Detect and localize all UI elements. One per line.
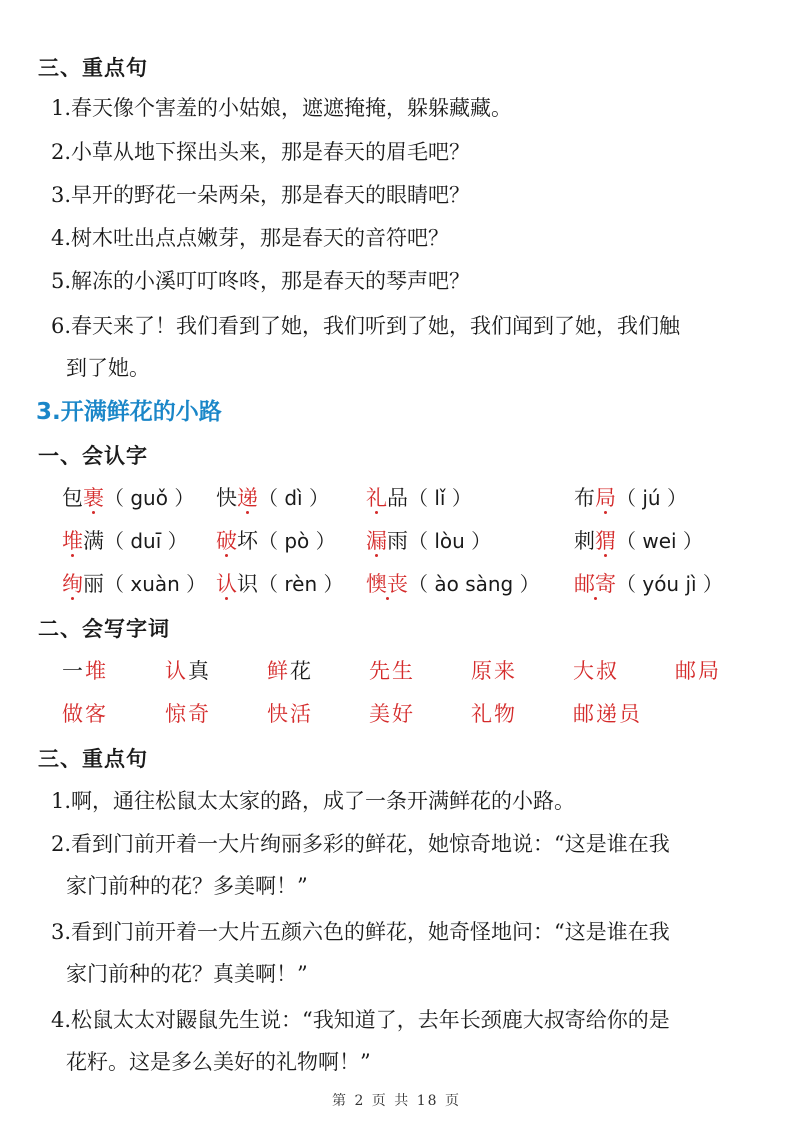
char-item: 绚丽（ xuàn ）: [62, 572, 207, 596]
sentence-top-4: 4.树木吐出点点嫩芽，那是春天的音符吧？: [51, 226, 450, 250]
sentence-top-5: 5.解冻的小溪叮叮咚咚，那是春天的琴声吧？: [51, 269, 471, 293]
sentence-lesson-2: 2.看到门前开着一大片绚丽多彩的鲜花，她惊奇地说：“这是谁在我 家门前种的花？多美啊！”: [51, 832, 670, 898]
sentence-top-2: 2.小草从地下探出头来，那是春天的眉毛吧？: [51, 140, 471, 164]
char-item: 认识（ rèn ）: [216, 572, 344, 596]
word-item: 邮递员: [573, 702, 642, 726]
section-heading-recognize: 一、会认字: [38, 444, 148, 468]
sentence-lesson-1: 1.啊，通往松鼠太太家的路，成了一条开满鲜花的小路。: [51, 789, 576, 813]
char-item: 堆满（ duī ）: [62, 529, 188, 553]
sentence-top-3: 3.早开的野花一朵两朵，那是春天的眼睛吧？: [51, 183, 471, 207]
char-item: 漏雨（ lòu ）: [366, 529, 492, 553]
lesson-title: 3.开满鲜花的小路: [36, 399, 222, 425]
section-heading-write: 二、会写字词: [38, 617, 170, 641]
sentence-lesson-3: 3.看到门前开着一大片五颜六色的鲜花，她奇怪地问：“这是谁在我 家门前种的花？真美啊！”: [51, 920, 670, 986]
sentence-lesson-4: 4.松鼠太太对鼹鼠先生说：“我知道了，去年长颈鹿大叔寄给你的是 花籽。这是多么美好的礼物啊！”: [51, 1008, 670, 1074]
word-item: 美好: [369, 702, 415, 726]
sentence-top-1: 1.春天像个害羞的小姑娘，遮遮掩掩，躲躲藏藏。: [51, 96, 513, 120]
page-number-footer: 第 2 页 共 18 页: [332, 1093, 461, 1109]
char-item: 快递（ dì ）: [216, 486, 329, 510]
char-item: 包裹（ guǒ ）: [62, 486, 195, 510]
char-item: 刺猬（ wei ）: [574, 529, 703, 553]
char-item: 懊丧（ ào sàng ）: [366, 572, 540, 596]
sentence-top-6: 6.春天来了！我们看到了她，我们听到了她，我们闻到了她，我们触 到了她。: [51, 314, 681, 380]
word-item: 礼物: [471, 702, 517, 726]
word-item: 惊奇: [165, 702, 211, 726]
word-item: 认真: [165, 659, 211, 683]
char-item: 破坏（ pò ）: [216, 529, 336, 553]
char-item: 布局（ jú ）: [574, 486, 687, 510]
char-item: 邮寄（ yóu jì ）: [574, 572, 723, 596]
section-heading-key-sentences-top: 三、重点句: [38, 56, 148, 80]
word-item: 原来: [471, 659, 517, 683]
word-item: 先生: [369, 659, 415, 683]
word-item: 快活: [267, 702, 313, 726]
word-item: 大叔: [573, 659, 619, 683]
word-item: 鲜花: [267, 659, 313, 683]
word-item: 做客: [62, 702, 108, 726]
word-item: 一堆: [62, 659, 108, 683]
section-heading-key-sentences: 三、重点句: [38, 747, 148, 771]
char-item: 礼品（ lǐ ）: [366, 486, 472, 510]
word-item: 邮局: [675, 659, 721, 683]
